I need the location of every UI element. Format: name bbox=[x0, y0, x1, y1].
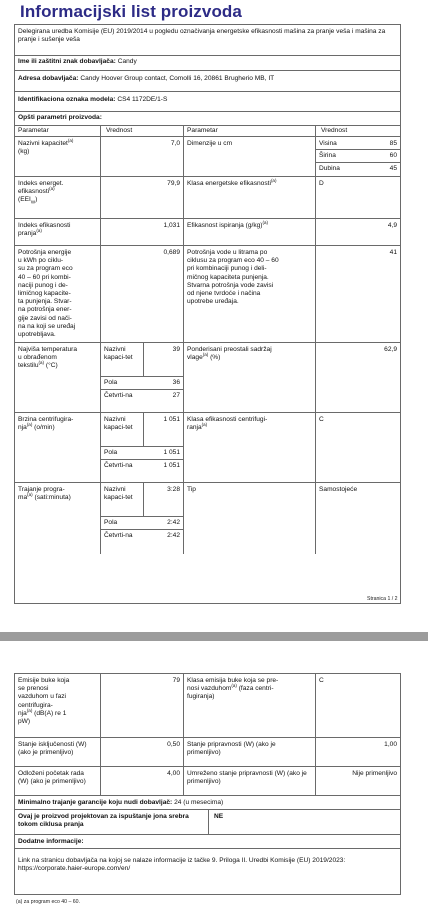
energy-line: u kWh po ciklu- bbox=[18, 257, 64, 265]
energy-line: naciji punog i de- bbox=[18, 281, 68, 289]
noise-line: vazduhom u fazi bbox=[18, 693, 67, 701]
moisture-label-a: Ponderisani preostali sadržaj bbox=[187, 346, 272, 353]
warranty-value: 24 (u mesecima) bbox=[174, 799, 224, 806]
table-row-noise bbox=[15, 674, 400, 737]
width-label: Širina bbox=[319, 152, 336, 159]
height-label: Visina bbox=[319, 140, 337, 147]
washing-label-b: pranja bbox=[18, 230, 37, 238]
water-line: upotrebe uređaja. bbox=[187, 298, 239, 306]
table-row-temperature bbox=[15, 342, 400, 412]
spin-class-label-a: Klasa efikasnosti centrifugi- bbox=[187, 416, 268, 423]
noise-unit: (dB(A) re 1 bbox=[34, 709, 67, 717]
standby-label: Stanje pripravnosti (W) (ako je primenljivo) bbox=[187, 741, 276, 757]
product-info-sheet bbox=[14, 24, 401, 604]
type-label: Tip bbox=[187, 486, 196, 493]
footnote-mark: (a) bbox=[231, 683, 237, 689]
width-value: 60 bbox=[389, 152, 397, 159]
brand-label: Ime ili zaštitni znak dobavljača: bbox=[18, 58, 116, 65]
temperature-quarter-value: 27 bbox=[172, 392, 180, 399]
temperature-quarter-label: Četvrti-na bbox=[104, 392, 133, 399]
header-value-2: Vrednost bbox=[321, 127, 348, 134]
depth-label: Dubina bbox=[319, 165, 340, 172]
noise-line: se prenosi bbox=[18, 685, 49, 693]
footnote-mark: (a) bbox=[201, 422, 208, 428]
noise-value: 79 bbox=[172, 677, 180, 684]
energy-line: 40 – 60 pri kombi- bbox=[18, 273, 71, 281]
depth-value: 45 bbox=[389, 165, 397, 172]
supplier-link-row bbox=[15, 848, 400, 895]
spin-quarter-value: 1 051 bbox=[163, 462, 180, 469]
address-label: Adresa dobavljača: bbox=[18, 75, 79, 82]
noise-line: centrifugira- bbox=[18, 701, 53, 709]
spin-class-value: C bbox=[319, 416, 324, 423]
energy-class-label-text: Klasa energetske efikasnosti bbox=[187, 180, 271, 187]
spin-rated-value: 1 051 bbox=[163, 416, 180, 423]
height-value: 85 bbox=[389, 140, 397, 147]
capacity-label-text: Nazivni kapacitet bbox=[18, 140, 68, 147]
page-title: Informacijski list proizvoda bbox=[20, 2, 242, 21]
address-row bbox=[15, 70, 400, 91]
moisture-value: 62,9 bbox=[384, 346, 397, 353]
energy-class-value: D bbox=[319, 180, 324, 187]
header-param-1: Parametar bbox=[18, 127, 49, 134]
footnote-mark: (a) bbox=[26, 707, 33, 713]
header-value-1: Vrednost bbox=[106, 127, 133, 134]
water-consumption-label bbox=[184, 247, 314, 308]
energy-line: limičnog kapacite- bbox=[18, 290, 71, 298]
noise-class-label-a: Klasa emisija buke koja se pre- bbox=[187, 677, 279, 684]
energy-line: na na koji se uređaj bbox=[18, 322, 76, 330]
temperature-half-value: 36 bbox=[172, 379, 180, 386]
temperature-line: tekstilu bbox=[18, 362, 39, 370]
table-row-energy bbox=[15, 245, 400, 342]
noise-label-f: pW) bbox=[18, 718, 31, 726]
moisture-unit: (%) bbox=[210, 354, 221, 362]
eei-label-c: (EEI bbox=[18, 196, 31, 204]
standby-value: 1,00 bbox=[384, 741, 397, 748]
energy-consumption-value: 0,689 bbox=[163, 249, 180, 256]
model-row-content bbox=[15, 94, 400, 106]
spin-rated-label: Nazivni kapaci-tet bbox=[104, 416, 133, 432]
duration-quarter-label: Četvrti-na bbox=[104, 532, 133, 539]
duration-unit: (sati:minuta) bbox=[34, 494, 71, 502]
table-header-row bbox=[15, 125, 400, 136]
rinsing-value: 4,9 bbox=[387, 222, 397, 229]
networked-standby-value: Nije primenljivo bbox=[352, 770, 397, 777]
duration-label-a: Trajanje progra- bbox=[18, 486, 65, 493]
delay-start-label: Odloženi početak rada (W) (ako je primenljivo) bbox=[18, 770, 86, 786]
duration-rated-value: 3:28 bbox=[167, 486, 180, 493]
energy-line: ta punjenja. Stvar- bbox=[18, 298, 72, 306]
washing-label-a: Indeks efikasnosti bbox=[18, 222, 71, 229]
washing-value: 1,031 bbox=[163, 222, 180, 229]
rinsing-label bbox=[184, 220, 271, 232]
spin-speed-label bbox=[15, 414, 99, 434]
noise-class-label bbox=[184, 675, 314, 704]
networked-standby-label: Umreženo stanje pripravnosti (W) (ako je primenljivo) bbox=[187, 770, 307, 786]
noise-label bbox=[15, 675, 99, 728]
duration-quarter-value: 2:42 bbox=[167, 532, 180, 539]
moisture-label-b: vlage bbox=[187, 354, 203, 362]
eei-label-a: Indeks energet. bbox=[18, 180, 64, 187]
table-row-duration bbox=[15, 482, 400, 554]
footnote-mark: (a) bbox=[270, 178, 277, 183]
energy-consumption-label bbox=[15, 247, 99, 341]
silver-ions-row bbox=[15, 809, 400, 834]
spin-label-a: Brzina centrifugira- bbox=[18, 416, 74, 423]
address-row-content bbox=[15, 73, 400, 85]
product-info-sheet-continued bbox=[14, 673, 401, 895]
footnote-mark: (a) bbox=[36, 228, 42, 234]
regulation-text: Delegirana uredba Komisije (EU) 2019/2014 u pogledu označivanja energetske efikasnosti mašina za pranje veša i mašina za pranje i sušenje veša bbox=[18, 28, 386, 44]
energy-line: su za program eco bbox=[18, 265, 73, 273]
noise-class-label-d: fugiranja) bbox=[187, 693, 215, 701]
supplier-link-text[interactable]: Link na stranicu dobavljača na kojoj se nalaze informacije iz tačke 9. Priloga II. Uredbi Komisije (EU) 2019/2023: https://corporate.haier-europe.com/en/ bbox=[18, 857, 346, 873]
footnote-mark: (a) bbox=[26, 422, 33, 428]
warranty-row bbox=[15, 795, 400, 809]
temperature-rated-value: 39 bbox=[172, 346, 180, 353]
address-value: Candy Hoover Group contact, Comolli 16, 20861 Brugherio MB, IT bbox=[80, 75, 275, 82]
eei-label-b: efikasnosti bbox=[18, 188, 50, 196]
model-row bbox=[15, 91, 400, 111]
noise-class-label-b: nosi vazduhom bbox=[187, 685, 232, 693]
additional-info-row bbox=[15, 834, 400, 848]
footnote-mark: (a) bbox=[38, 360, 45, 366]
table-row-off-mode bbox=[15, 737, 400, 766]
spin-unit: (o/min) bbox=[34, 424, 55, 432]
general-params-row bbox=[15, 111, 400, 125]
dimensions-label: Dimenzije u cm bbox=[187, 140, 233, 147]
temperature-unit: (°C) bbox=[45, 362, 58, 370]
table-row-washing bbox=[15, 218, 400, 245]
eei-label-d: ) bbox=[35, 196, 38, 204]
silver-ions-label: Ovaj je proizvod projektovan za ispuštanje jona srebra tokom ciklusa pranja bbox=[18, 813, 189, 829]
noise-class-label-c: (faza centri- bbox=[238, 685, 274, 693]
model-label: Identifikaciona oznaka modela: bbox=[18, 96, 116, 103]
table-row-capacity bbox=[15, 136, 400, 176]
water-line: Stvarna potrošnja vode zavisi bbox=[187, 281, 274, 289]
energy-line: na potrošnja ener- bbox=[18, 306, 72, 314]
footnote: (a) za program eco 40 – 60. bbox=[16, 899, 81, 905]
spin-half-value: 1 051 bbox=[163, 449, 180, 456]
energy-line: upotrebljava. bbox=[18, 331, 56, 339]
spin-quarter-label: Četvrti-na bbox=[104, 462, 133, 469]
warranty-content bbox=[15, 797, 400, 809]
rinsing-label-text: Efikasnost ispiranja (g/kg) bbox=[187, 222, 263, 229]
warranty-label: Minimalno trajanje garancije koju nudi dobavljač: bbox=[18, 799, 173, 806]
water-line: mičnog kapaciteta punjenja. bbox=[187, 273, 269, 281]
noise-line: Emisije buke koja bbox=[18, 677, 70, 684]
footnote-mark: (a) bbox=[67, 138, 74, 143]
spin-class-label-b: ranja bbox=[187, 424, 202, 432]
water-line: Potrošnja vode u litrama po bbox=[187, 249, 268, 256]
page-divider bbox=[0, 632, 428, 641]
footnote-mark: (a) bbox=[49, 186, 55, 192]
table-row-spin bbox=[15, 412, 400, 482]
table-row-delay-start bbox=[15, 766, 400, 795]
capacity-value: 7,0 bbox=[170, 140, 180, 147]
footnote-mark: (a) bbox=[27, 492, 33, 498]
temperature-label bbox=[15, 344, 99, 373]
duration-label bbox=[15, 484, 99, 504]
table-row-eei bbox=[15, 176, 400, 218]
water-line: od njene tvrdoće i načina bbox=[187, 290, 261, 298]
eei-value: 79,9 bbox=[167, 180, 180, 187]
eei-sub: W bbox=[30, 199, 36, 205]
capacity-label bbox=[15, 138, 99, 158]
energy-line: Potrošnja energije bbox=[18, 249, 72, 256]
moisture-label bbox=[184, 344, 314, 364]
spin-half-label: Pola bbox=[104, 449, 118, 456]
footnote-mark: (a) bbox=[202, 352, 209, 358]
off-mode-value: 0,50 bbox=[167, 741, 180, 748]
footnote-mark: (a) bbox=[262, 220, 268, 225]
brand-row-content bbox=[15, 56, 400, 68]
noise-label-e: nja bbox=[18, 709, 27, 717]
temperature-line: u obrađenom bbox=[18, 354, 57, 362]
general-params-label: Opšti parametri proizvoda: bbox=[18, 114, 102, 121]
duration-half-value: 2:42 bbox=[167, 519, 180, 526]
water-line: ciklusu za program eco 40 – 60 bbox=[187, 257, 279, 265]
temperature-rated-label: Nazivni kapaci-tet bbox=[104, 346, 133, 362]
silver-ions-value: NE bbox=[214, 813, 224, 820]
temperature-line: Najviša temperatura bbox=[18, 346, 78, 353]
water-consumption-value: 41 bbox=[389, 249, 397, 256]
model-value: CS4 1172DE/1-S bbox=[117, 96, 168, 103]
off-mode-label: Stanje isključenosti (W) (ako je primenljivo) bbox=[18, 741, 87, 757]
delay-start-value: 4,00 bbox=[167, 770, 180, 777]
noise-class-value: C bbox=[319, 677, 324, 684]
duration-label-b: ma bbox=[18, 494, 28, 502]
brand-value: Candy bbox=[117, 58, 137, 65]
washing-label bbox=[15, 220, 99, 240]
water-line: pri kombinaciji punog i deli- bbox=[187, 265, 267, 273]
spin-label-b: nja bbox=[18, 424, 27, 432]
brand-row bbox=[15, 55, 400, 70]
spin-class-label bbox=[184, 414, 314, 434]
page-2 bbox=[0, 641, 428, 912]
eei-label bbox=[15, 178, 99, 207]
page-number: Stranica 1 / 2 bbox=[367, 596, 398, 602]
duration-half-label: Pola bbox=[104, 519, 118, 526]
header-param-2: Parametar bbox=[187, 127, 218, 134]
energy-class-label bbox=[184, 178, 279, 190]
temperature-half-label: Pola bbox=[104, 379, 118, 386]
type-value: Samostojeće bbox=[319, 486, 358, 493]
additional-info-label: Dodatne informacije: bbox=[18, 838, 84, 845]
duration-rated-label: Nazivni kapaci-tet bbox=[104, 486, 133, 502]
energy-line: gije zavisi od nači- bbox=[18, 314, 72, 322]
capacity-unit: (kg) bbox=[18, 148, 30, 156]
